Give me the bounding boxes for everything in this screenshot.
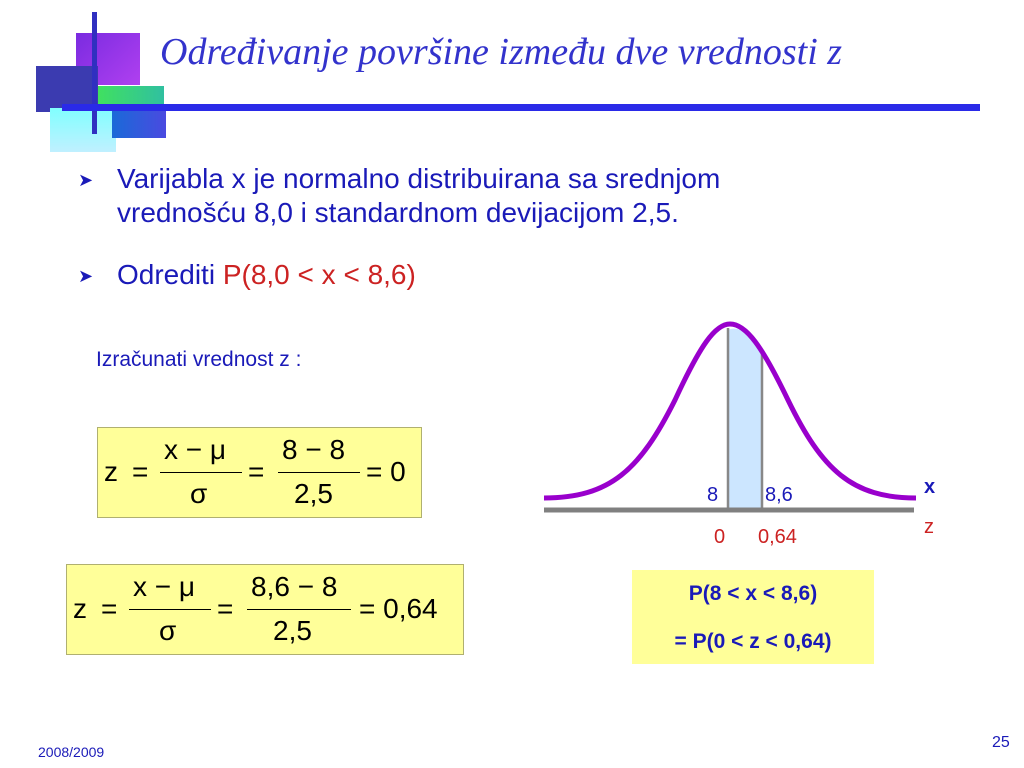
- formula-1-num2: 8 − 8: [282, 434, 346, 465]
- formula-2-den2: 2,5: [273, 615, 312, 646]
- x-axis-label: x: [924, 476, 936, 498]
- bullet-2: [117, 258, 416, 292]
- formula-1-den2: 2,5: [294, 478, 333, 509]
- formula-2-fraction-bar-1: [129, 609, 211, 610]
- formula-2-num1: x − μ: [133, 571, 196, 602]
- formula-box-2: [66, 564, 464, 655]
- logo-block-blue: [112, 108, 166, 138]
- formula-1-num1: x − μ: [164, 434, 227, 465]
- logo-vertical-line: [92, 12, 97, 134]
- shaded-area: [728, 329, 762, 510]
- page-number: 25: [992, 734, 1010, 751]
- formula-2-den1: σ: [159, 615, 177, 646]
- formula-2-fraction-bar-2: [247, 609, 351, 610]
- result-line-2: = P(0 < z < 0,64): [674, 630, 832, 653]
- formula-1-lhs: z: [104, 456, 118, 487]
- x-tick-8: 8: [707, 484, 719, 506]
- slide-title: Određivanje površine između dve vrednosti z: [160, 31, 843, 73]
- formula-2-eq2: =: [217, 593, 234, 624]
- bullet-1: [117, 162, 720, 230]
- z-tick-0: 0: [714, 526, 726, 548]
- formula-2-num2: 8,6 − 8: [251, 571, 338, 602]
- formula-1-fraction-bar-2: [278, 472, 360, 473]
- formula-1-result: = 0: [366, 456, 406, 487]
- title-underline: [62, 104, 980, 111]
- formula-2-result: = 0,64: [359, 593, 438, 624]
- formula-1-den1: σ: [190, 478, 208, 509]
- z-axis-label: z: [924, 516, 934, 538]
- bullet-1-line2: vrednošću 8,0 i standardnom devijacijom 2,5.: [117, 197, 679, 228]
- bullet-1-line1: Varijabla x je normalno distribuirana sa srednjom: [117, 163, 721, 194]
- formula-1-fraction-bar-1: [160, 472, 242, 473]
- x-tick-8-6: 8,6: [765, 484, 793, 506]
- formula-2-lhs: z: [73, 593, 87, 624]
- z-tick-0-64: 0,64: [758, 526, 797, 548]
- bullet-arrow-icon: ➤: [78, 170, 94, 190]
- bullet-2-probability: P(8,0 < x < 8,6): [222, 259, 416, 290]
- result-box: [632, 570, 874, 664]
- normal-curve-graph: [530, 310, 940, 560]
- logo-block-cyan: [50, 108, 116, 152]
- calc-label: Izračunati vrednost z :: [96, 348, 302, 371]
- formula-box-1: [97, 427, 422, 518]
- bullet-2-prefix: Odrediti: [117, 259, 223, 290]
- result-line-1: P(8 < x < 8,6): [688, 582, 818, 605]
- formula-1-eq1: =: [132, 456, 149, 487]
- formula-1-eq2: =: [248, 456, 265, 487]
- footer-year: 2008/2009: [38, 744, 105, 760]
- bullet-arrow-icon: ➤: [78, 266, 94, 286]
- formula-2-eq1: =: [101, 593, 118, 624]
